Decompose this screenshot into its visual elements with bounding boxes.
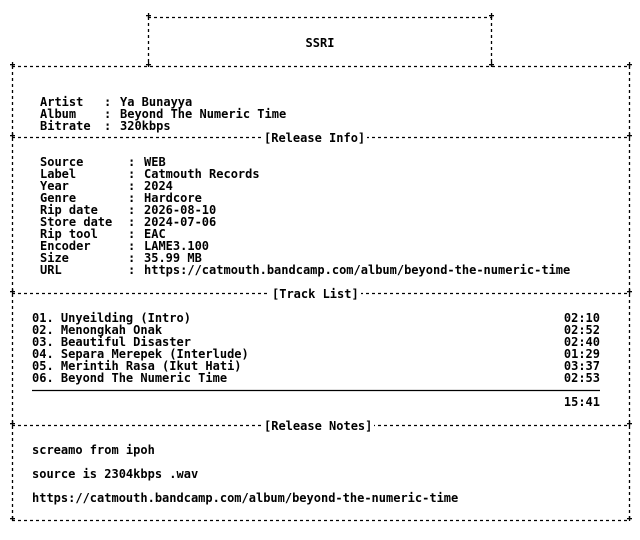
total-duration: 15:41 <box>563 395 600 409</box>
track-duration: 01:29 <box>563 347 600 361</box>
release-info-heading: [Release Info] <box>264 131 366 145</box>
release-note-line: screamo from ipoh <box>32 443 155 457</box>
track-duration: 02:10 <box>563 311 600 325</box>
track-title: 02. Menongkah Onak <box>32 323 163 337</box>
header-field: Album : Beyond The Numeric Time <box>40 107 287 121</box>
track-duration: 02:52 <box>563 323 600 337</box>
page-title: SSRI <box>305 36 335 50</box>
track-title: 01. Unyeilding (Intro) <box>32 311 191 325</box>
release-url-link[interactable]: https://catmouth.bandcamp.com/album/beyond-the-numeric-time <box>144 263 571 277</box>
release-note-line: source is 2304kbps .wav <box>32 467 199 481</box>
track-row <box>32 372 600 384</box>
total-duration-row <box>32 396 600 408</box>
track-title: 05. Merintih Rasa (Ikut Hati) <box>32 359 242 373</box>
release-notes-heading: [Release Notes] <box>264 419 373 433</box>
release-notes-url-link[interactable]: https://catmouth.bandcamp.com/album/beyond-the-numeric-time <box>32 491 459 505</box>
track-title: 06. Beyond The Numeric Time <box>32 371 228 385</box>
track-title: 04. Separa Merepek (Interlude) <box>32 347 249 361</box>
track-duration: 02:40 <box>563 335 600 349</box>
header-field: Artist : Ya Bunayya <box>40 95 193 109</box>
header-field: Bitrate : 320kbps <box>40 119 171 133</box>
track-list-heading: [Track List] <box>272 287 359 301</box>
track-duration: 02:53 <box>563 371 600 385</box>
track-duration: 03:37 <box>563 359 600 373</box>
track-title: 03. Beautiful Disaster <box>32 335 191 349</box>
